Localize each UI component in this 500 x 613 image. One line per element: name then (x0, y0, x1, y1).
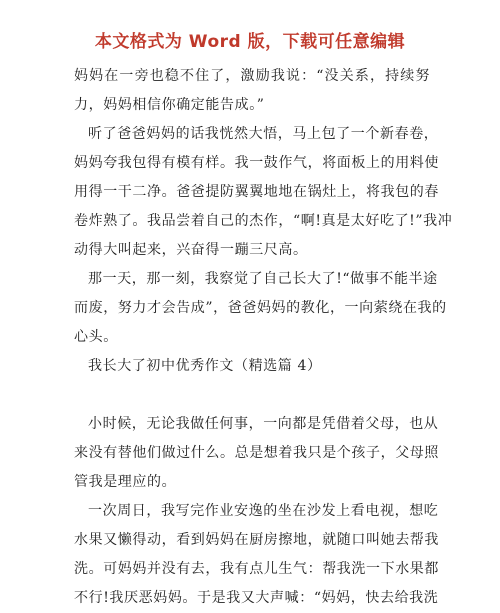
text-line: 一次周日，我写完作业安逸的坐在沙发上看电视，想吃 (88, 503, 439, 519)
text-line: 卷炸熟了。我品尝着自己的杰作，“啊!真是太好吃了!”我冲 (74, 213, 453, 229)
blank-line (74, 381, 430, 410)
text-line: 不行!我厌恶妈妈。于是我又大声喊：“妈妈，快去给我洗 (74, 590, 439, 606)
text-line: 水果又懒得动，看到妈妈在厨房擦地，就随口叫她去帮我 (74, 532, 439, 548)
section-heading: 我长大了初中优秀作文（精选篇 4） (88, 358, 322, 374)
text-line: 听了爸爸妈妈的话我恍然大悟，马上包了一个新春卷， (88, 126, 439, 142)
document-banner: 本文格式为 Word 版，下载可任意编辑 (94, 32, 406, 52)
text-line: 而废，努力才会告成”，爸爸妈妈的教化，一向萦绕在我的 (74, 300, 447, 316)
text-line: 小时候，无论我做任何事，一向都是凭借着父母，也从 (88, 416, 439, 432)
text-line: 来没有替他们做过什么。总是想着我只是个孩子，父母照 (74, 445, 439, 461)
text-line: 妈妈夸我包得有模有样。我一鼓作气，将面板上的用料使 (74, 155, 439, 171)
text-line: 管我是理应的。 (74, 474, 177, 490)
text-line: 那一天，那一刻，我察觉了自己长大了!“做事不能半途 (88, 271, 438, 287)
text-line: 洗。可妈妈并没有去，我有点儿生气：帮我洗一下水果都 (74, 561, 439, 577)
text-line: 用得一干二净。爸爸提防翼翼地地在锅灶上，将我包的春 (74, 184, 439, 200)
text-line: 心头。 (74, 329, 118, 345)
essay-body (74, 62, 453, 613)
text-line: 妈妈在一旁也稳不住了，激励我说：“没关系，持续努 (74, 68, 430, 84)
text-line: 力，妈妈相信你确定能告成。” (74, 97, 265, 113)
text-line: 动得大叫起来，兴奋得一蹦三尺高。 (74, 242, 308, 258)
